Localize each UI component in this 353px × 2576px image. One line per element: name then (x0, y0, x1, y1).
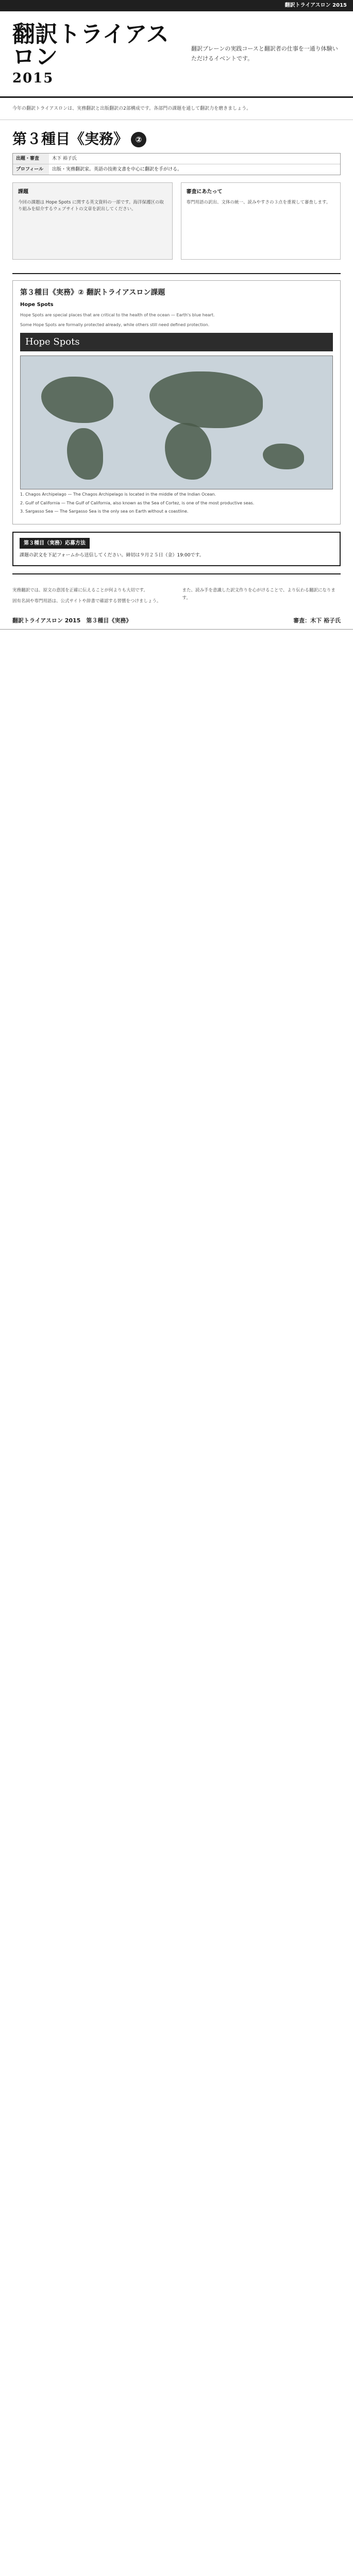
document-subtitle: Hope Spots (20, 302, 54, 308)
meta-table (12, 153, 341, 175)
judging-box-text: 専門用語の訳出、文体の統一、読みやすさの３点を重視して審査します。 (186, 199, 331, 205)
map-landmass (263, 444, 304, 469)
hero (0, 11, 353, 98)
divider (12, 573, 341, 574)
application-callout (12, 532, 341, 566)
map-landmass (165, 423, 211, 480)
hope-spots-banner: Hope Spots (20, 333, 333, 351)
task-box-text: 今回の課題は Hope Spots に関する英文資料の一部です。海洋保護区の取り組みを紹介するウェブサイトの文章を訳出してください。 (18, 199, 164, 212)
section-mark: ② (131, 132, 146, 147)
meta-value: 出版・実務翻訳家。英語の技術文書を中心に翻訳を手がける。 (52, 167, 182, 173)
list-item: 3. Sargasso Sea — The Sargasso Sea is the only sea on Earth without a coastline. (20, 509, 189, 514)
assignment-document (12, 280, 341, 524)
world-map-image (20, 355, 333, 489)
document-para: Hope Spots are special places that are critical to the health of the ocean — Earth's blue heart. (20, 313, 215, 318)
callout-text: 課題の訳文を下記フォームから送信してください。締切は９月２５日（金）19:00です。 (20, 553, 204, 558)
footer-right: 審査：木下 裕子氏 (293, 617, 341, 624)
hero-lead: 翻訳ブレーンの実践コースと翻訳者の仕事を一通り体験いただけるイベントです。 (191, 45, 338, 62)
document-para: Some Hope Spots are formally protected already, while others still need defined protection. (20, 323, 210, 328)
meta-row (13, 164, 340, 175)
column-paragraph: また、読み手を意識した訳文作りを心がけることで、より伝わる翻訳になります。 (182, 587, 335, 601)
page (0, 0, 353, 630)
task-box-title: 課題 (18, 189, 28, 195)
judging-box (181, 182, 341, 260)
map-landmass (149, 371, 263, 428)
divider (12, 273, 341, 274)
judging-box-title: 審査にあたって (186, 189, 223, 195)
meta-value: 木下 裕子氏 (52, 156, 77, 162)
meta-key: プロフィール (13, 164, 49, 175)
top-band-label: 翻訳トライアスロン 2015 (284, 3, 347, 9)
column-paragraph: 実務翻訳では、原文の意図を正確に伝えることが何よりも大切です。 (12, 587, 148, 593)
logo (12, 23, 179, 85)
intro-text: 今年の翻訳トライアスロンは、実務翻訳と出版翻訳の2部構成です。各部門の課題を通して翻訳力を磨きましょう。 (0, 98, 353, 120)
logo-year: 2015 (12, 70, 54, 86)
footer-left: 翻訳トライアスロン 2015 第３種目《実務》 (12, 617, 132, 624)
meta-key: 出題・審査 (13, 154, 49, 164)
top-band (0, 0, 353, 11)
commentary-columns (0, 581, 353, 614)
section-title-text: 第３種目《実務》 (12, 130, 128, 148)
list-item: 2. Gulf of California — The Gulf of California, also known as the Sea of Cortez, is one of the most productive seas. (20, 500, 255, 505)
task-box (12, 182, 173, 260)
meta-row (13, 154, 340, 164)
column-paragraph: 固有名詞や専門用語は、公式サイトや辞書で確認する習慣をつけましょう。 (12, 599, 161, 604)
list-item: 1. Chagos Archipelago — The Chagos Archipelago is located in the middle of the Indian Ocean. (20, 492, 216, 497)
footer-bar (0, 613, 353, 630)
section-title (0, 120, 353, 153)
info-columns (0, 175, 353, 267)
callout-title: 第３種目（実務）応募方法 (20, 538, 90, 549)
map-landmass (67, 428, 103, 480)
logo-main: 翻訳トライアスロン (12, 21, 169, 70)
document-title: 第３種目《実務》② 翻訳トライアスロン課題 (20, 289, 165, 297)
map-landmass (41, 377, 113, 423)
